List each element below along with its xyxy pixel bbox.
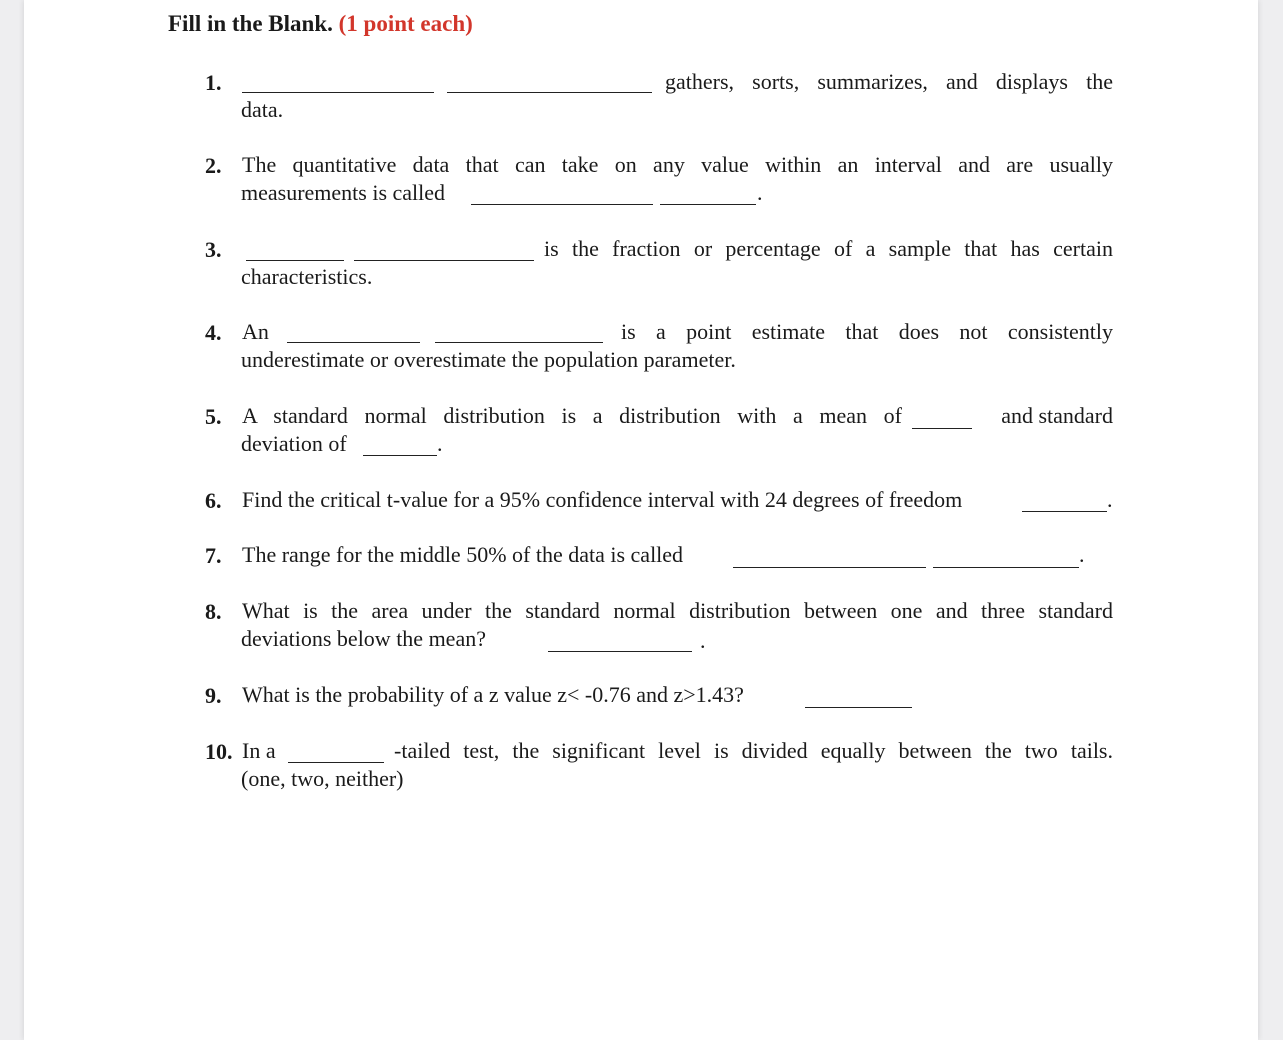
question-text: What is the area under the standard normal distribution between one and three standard: [242, 598, 1113, 623]
question-text-cont: characteristics.: [241, 264, 373, 289]
question-text-start: In a: [242, 738, 276, 763]
answer-blank-1a[interactable]: [242, 92, 434, 93]
period: .: [437, 431, 443, 456]
answer-blank-9[interactable]: [805, 707, 912, 708]
points-label: (1 point each): [338, 11, 473, 36]
answer-blank-3a[interactable]: [246, 260, 344, 261]
question-text-cont: underestimate or overestimate the population parameter.: [241, 347, 736, 372]
question-number: 8.: [205, 599, 222, 624]
question-text: -tailed test, the significant level is divided equally between the two tails.: [394, 738, 1113, 763]
period: .: [1107, 487, 1113, 512]
answer-blank-5a[interactable]: [912, 428, 972, 429]
question-number: 1.: [205, 70, 222, 95]
answer-blank-2b[interactable]: [660, 204, 756, 205]
section-title: [168, 11, 473, 37]
question-number: 9.: [205, 683, 222, 708]
question-number: 6.: [205, 488, 222, 513]
answer-blank-5b[interactable]: [363, 455, 437, 456]
question-number: 2.: [205, 153, 222, 178]
answer-blank-4b[interactable]: [435, 342, 603, 343]
question-text-mid: and standard: [1001, 403, 1113, 428]
question-number: 5.: [205, 404, 222, 429]
question-number: 7.: [205, 543, 222, 568]
title-text: Fill in the Blank.: [168, 11, 333, 36]
answer-blank-6[interactable]: [1022, 511, 1107, 512]
question-text: is a point estimate that does not consistently: [621, 319, 1113, 344]
period: .: [700, 628, 706, 653]
question-number: 3.: [205, 237, 222, 262]
answer-blank-10[interactable]: [288, 762, 384, 763]
answer-blank-8[interactable]: [548, 651, 692, 652]
question-text-cont: data.: [241, 97, 284, 122]
question-text: What is the probability of a z value z< -0.76 and z>1.43?: [242, 682, 744, 707]
question-text-cont: deviation of: [241, 431, 347, 456]
question-text: gathers, sorts, summarizes, and displays the: [665, 69, 1113, 94]
period: .: [1079, 542, 1085, 567]
question-text-cont: (one, two, neither): [241, 766, 404, 791]
answer-blank-7b[interactable]: [933, 567, 1079, 568]
answer-blank-1b[interactable]: [447, 92, 652, 93]
answer-blank-4a[interactable]: [287, 342, 420, 343]
answer-blank-3b[interactable]: [354, 260, 534, 261]
question-text: The quantitative data that can take on any value within an interval and are usually: [242, 152, 1113, 177]
period: .: [757, 180, 763, 205]
question-number: 10.: [205, 739, 233, 764]
question-number: 4.: [205, 320, 222, 345]
answer-blank-2a[interactable]: [471, 204, 653, 205]
question-text: is the fraction or percentage of a sample that has certain: [544, 236, 1113, 261]
question-text: A standard normal distribution is a distribution with a mean of: [242, 403, 902, 428]
question-text-cont: deviations below the mean?: [241, 626, 486, 651]
question-text: Find the critical t-value for a 95% confidence interval with 24 degrees of freedom: [242, 487, 963, 512]
question-text: The range for the middle 50% of the data is called: [242, 542, 684, 567]
answer-blank-7a[interactable]: [733, 567, 926, 568]
question-text-cont: measurements is called: [241, 180, 446, 205]
question-text-start: An: [242, 319, 269, 344]
